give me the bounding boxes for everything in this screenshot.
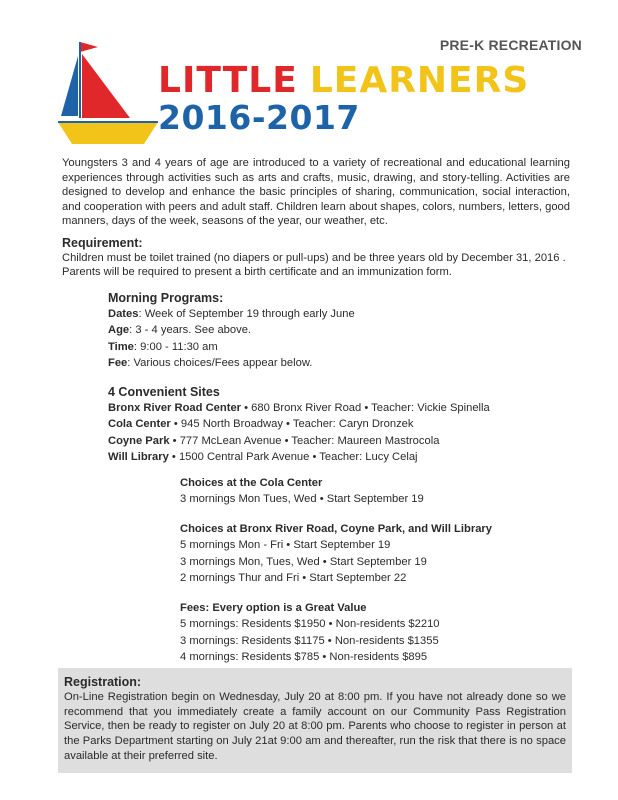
registration-heading: Registration:	[64, 675, 142, 689]
cola-choices-heading: Choices at the Cola Center	[180, 477, 323, 489]
site-name: Cola Center	[108, 418, 171, 431]
requirement-heading: Requirement:	[62, 236, 143, 250]
site-name: Bronx River Road Center	[108, 402, 242, 415]
registration-text: On-Line Registration begin on Wednesday, July 20 at 8:00 pm. If you have not already done so we recommend that you immediately create a family account on our Community Pass Registration Service, then be ready to register on July 20 at 8:00 pm. Parents who choose to register in person at the Parks Department starting on July 21at 9:00 am and thereafter, run the risk that there is no space available at their preferred site.	[64, 690, 566, 762]
morning-row-dates	[108, 306, 355, 322]
row-label: Fee	[108, 356, 128, 369]
program-title	[158, 62, 529, 136]
site-detail: • 1500 Central Park Avenue • Teacher: Lucy Celaj	[168, 450, 418, 463]
title-word-learners: LEARNERS	[309, 60, 530, 101]
fee-line: 4 mornings: Residents $785 • Non-residents $895	[180, 651, 428, 664]
section-label: PRE-K RECREATION	[439, 37, 582, 53]
morning-heading: Morning Programs:	[108, 291, 224, 305]
row-label: Age	[108, 324, 130, 337]
requirement-section	[62, 236, 570, 280]
site-detail: • 945 North Broadway • Teacher: Caryn Dronzek	[170, 418, 414, 431]
site-name: Coyne Park	[108, 434, 170, 447]
morning-row-time	[108, 339, 355, 355]
choice-line: 2 mornings Thur and Fri • Start September 22	[180, 572, 407, 585]
site-item	[108, 433, 490, 449]
site-item	[108, 416, 490, 432]
choice-line: 5 mornings Mon - Fri • Start September 19	[180, 539, 391, 552]
row-value: : 3 - 4 years. See above.	[129, 324, 252, 337]
site-name: Will Library	[108, 450, 169, 463]
sites-section	[108, 384, 490, 465]
site-item	[108, 400, 490, 416]
fees-heading: Fees: Every option is a Great Value	[180, 602, 367, 614]
fee-line: 5 mornings: Residents $1950 • Non-residents $2210	[180, 618, 440, 631]
site-detail: • 680 Bronx River Road • Teacher: Vickie Spinella	[241, 402, 490, 415]
sailboat-icon	[58, 42, 158, 146]
row-label: Time	[108, 340, 134, 353]
site-detail: • 777 McLean Avenue • Teacher: Maureen Mastrocola	[169, 434, 440, 447]
intro-paragraph: Youngsters 3 and 4 years of age are introduced to a variety of recreational and educational learning experiences through activities such as arts and crafts, music, drawing, and story-telling. Activities are designed to develop and enhance the basic principles of sharing, communication, social interaction, and cooperation with peers and adult staff. Children learn about shapes, colors, numbers, letters, good manners, days of the week, seasons of the year, our weather, etc.	[62, 157, 570, 228]
requirement-text: Children must be toilet trained (no diapers or pull-ups) and be three years old by December 31, 2016 . Parents will be required to present a birth certificate and an immunization form.	[62, 251, 566, 279]
morning-row-age	[108, 322, 355, 338]
row-value: : Week of September 19 through early June	[138, 308, 355, 321]
other-choices	[180, 521, 492, 587]
choice-line: 3 mornings Mon Tues, Wed • Start September 19	[180, 493, 424, 506]
cola-choices	[180, 475, 424, 508]
sites-heading: 4 Convenient Sites	[108, 385, 220, 399]
registration-box	[58, 668, 572, 773]
morning-programs	[108, 290, 355, 371]
other-choices-heading: Choices at Bronx River Road, Coyne Park, and Will Library	[180, 523, 492, 535]
row-label: Dates	[108, 308, 139, 321]
program-years: 2016-2017	[158, 98, 360, 137]
title-word-little: LITTLE	[158, 60, 298, 101]
row-value: : 9:00 - 11:30 am	[133, 340, 218, 353]
morning-row-fee	[108, 355, 355, 371]
choice-line: 3 mornings Mon, Tues, Wed • Start September 19	[180, 555, 427, 568]
row-value: : Various choices/Fees appear below.	[127, 356, 313, 369]
fee-line: 3 mornings: Residents $1175 • Non-residents $1355	[180, 634, 439, 647]
site-item	[108, 449, 490, 465]
fees-section	[180, 600, 440, 666]
